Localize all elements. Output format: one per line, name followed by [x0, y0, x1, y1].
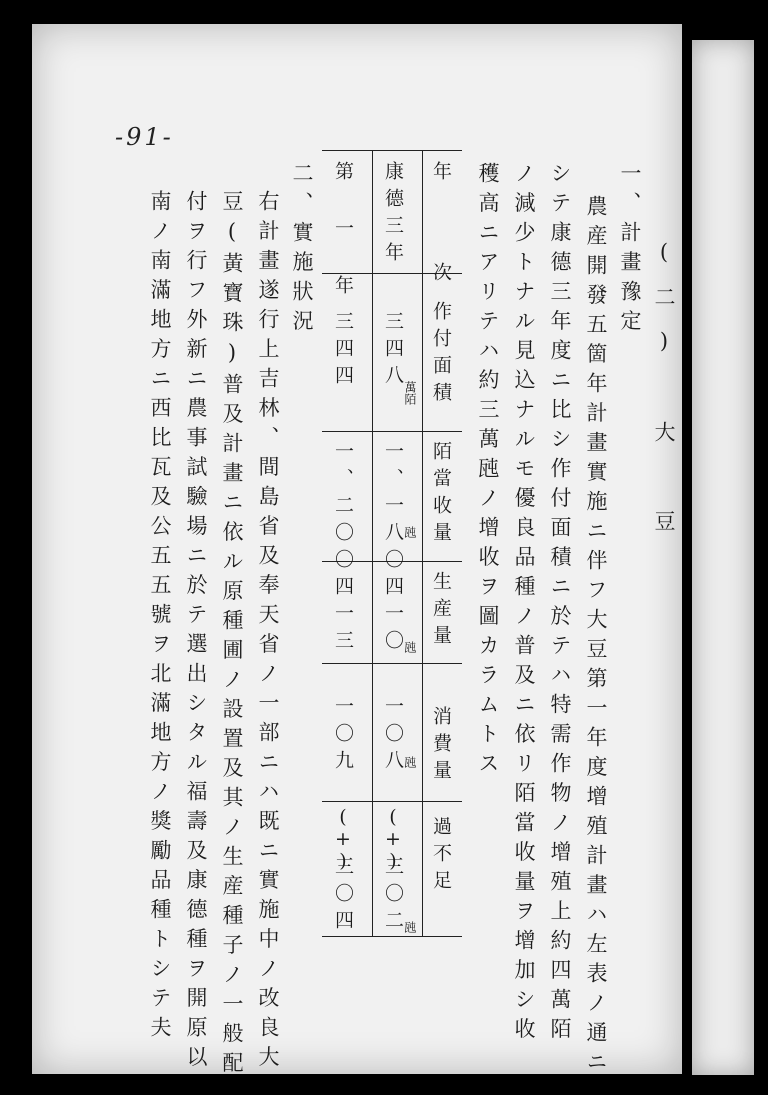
row2-deficit-sign: (+) — [332, 806, 354, 872]
row1-area: 三四八 — [382, 311, 404, 392]
implementation-heading: 二、實施狀況 — [290, 162, 314, 339]
row1-yield-unit: 瓲 — [403, 526, 417, 538]
plan-line-2: シテ康德三年度ニ比シ作付面積ニ於テハ特需作物ノ增殖上約四萬陌 — [548, 162, 572, 1047]
row1-deficit: 三〇二 — [382, 856, 404, 937]
row1-area-unit: 萬陌 — [403, 381, 417, 405]
plan-line-4: 穫高ニアリテハ約三萬瓲ノ增收ヲ圖カラムトス — [476, 162, 500, 782]
section-heading: (二) 大 豆 — [652, 240, 676, 553]
table-divider-row — [322, 801, 462, 802]
row2-yield: 一、二〇〇 — [332, 441, 354, 576]
row1-deficit-unit: 瓲 — [403, 921, 417, 933]
implementation-line-2: 豆(黃寶珠)普及計畫ニ依ル原種圃ノ設置及其ノ生産種子ノ一般配 — [220, 190, 244, 1081]
row2-consumption: 一〇九 — [332, 696, 354, 777]
row2-year: 第 一 年 — [332, 161, 354, 302]
plan-line-1: 農産開發五箇年計畫實施ニ伴フ大豆第一年度增殖計畫ハ左表ノ通ニ — [584, 195, 608, 1080]
adjacent-page-edge — [692, 40, 754, 1075]
implementation-line-1: 右計畫遂行上吉林、間島省及奉天省ノ一部ニハ既ニ實施中ノ改良大 — [256, 190, 280, 1075]
header-consumption: 消費量 — [430, 706, 452, 787]
row2-area: 三四四 — [332, 311, 354, 392]
row1-consumption: 一〇八 — [382, 696, 404, 777]
implementation-line-4: 南ノ南滿地方ニ西比瓦及公五五號ヲ北滿地方ノ獎勵品種トシテ夫 — [148, 190, 172, 1046]
header-year: 年 次 — [430, 161, 452, 311]
header-production: 生産量 — [430, 571, 452, 652]
soybean-plan-table — [322, 150, 462, 937]
header-yield: 陌當收量 — [430, 441, 452, 549]
table-divider-row — [322, 431, 462, 432]
plan-heading: 一、計畫豫定 — [618, 162, 642, 339]
row1-deficit-sign: (+) — [382, 806, 404, 872]
table-divider-row — [322, 663, 462, 664]
row1-consumption-unit: 瓲 — [403, 756, 417, 768]
row1-yield: 一、一八〇 — [382, 441, 404, 576]
row2-deficit: 三〇四 — [332, 856, 354, 937]
plan-line-3: ノ減少トナル見込ナルモ優良品種ノ普及ニ依リ陌當收量ヲ增加シ收 — [512, 162, 536, 1047]
row1-year: 康德三年 — [382, 161, 404, 269]
header-area: 作付面積 — [430, 301, 452, 409]
row1-production-unit: 瓲 — [403, 641, 417, 653]
table-divider-col — [422, 151, 423, 936]
page-number: -91- — [115, 123, 174, 151]
implementation-line-3: 付ヲ行フ外新ニ農事試驗場ニ於テ選出シタル福壽及康德種ヲ開原以 — [184, 190, 208, 1075]
header-deficit: 過不足 — [430, 816, 452, 897]
table-divider-col — [372, 151, 373, 936]
row2-production: 四一三 — [332, 576, 354, 657]
row1-production: 四一〇 — [382, 576, 404, 657]
